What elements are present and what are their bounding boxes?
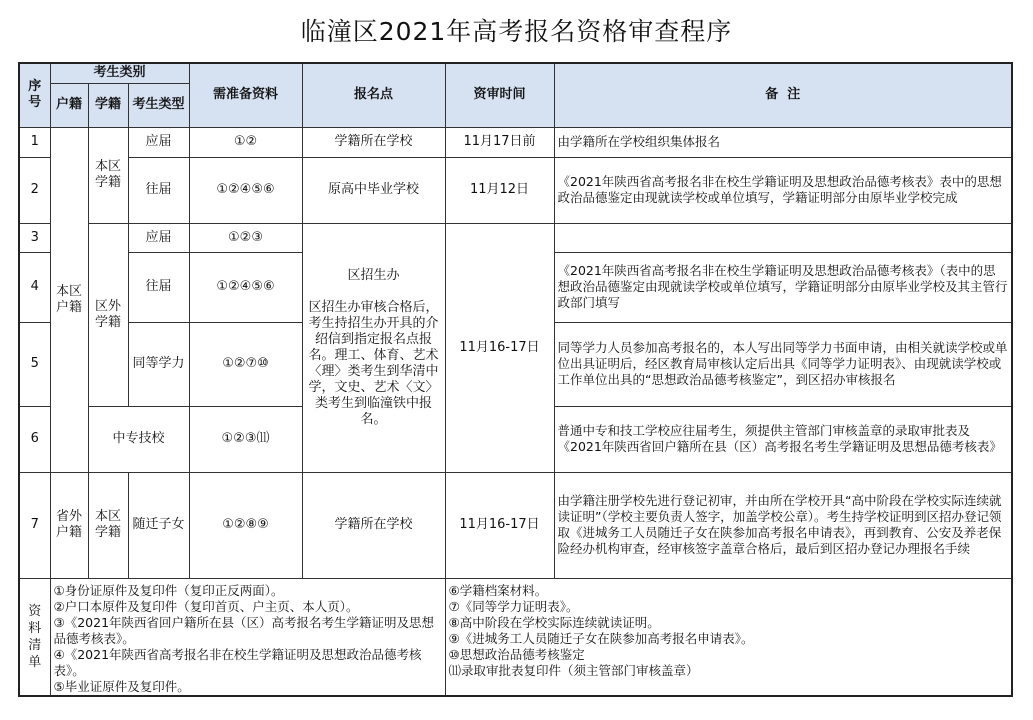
row-materials: ①②③ bbox=[189, 223, 302, 252]
row-remark: 《2021年陕西省高考报名非在校生学籍证明及思想政治品德考核表》（表中的思想政治品德鉴定由现就读学校或单位填写，学籍证明部分由原毕业学校及其主管行政部门填写 bbox=[554, 252, 1012, 322]
header-xueji: 学籍 bbox=[88, 83, 128, 127]
row-type: 应届 bbox=[128, 127, 189, 157]
row-type: 往届 bbox=[128, 252, 189, 322]
list-item: ④《2021年陕西省高考报名非在校生学籍证明及思想政治品德考核表》。 bbox=[53, 646, 422, 678]
review-table bbox=[18, 62, 1013, 697]
row-remark bbox=[554, 223, 1012, 252]
row-seq: 3 bbox=[19, 223, 50, 252]
table-row bbox=[19, 157, 1012, 223]
row-site: 学籍所在学校 bbox=[302, 472, 445, 578]
row-remark: 同等学力人员参加高考报名的，本人写出同等学力书面申请，由相关就读学校或单位出具证明后，经区教育局审核认定后出具《同等学力证明表》、由现就读学校或工作单位出具的“思想政治品德考核鉴定”，到区招办审核报名 bbox=[554, 322, 1012, 406]
row-seq: 2 bbox=[19, 157, 50, 223]
row-type: 同等学力 bbox=[128, 322, 189, 406]
header-time: 资审时间 bbox=[445, 63, 554, 127]
header-row-1 bbox=[19, 63, 1012, 83]
xueji-local: 本区学籍 bbox=[88, 127, 128, 223]
row-seq: 4 bbox=[19, 252, 50, 322]
row-hukou: 省外户籍 bbox=[50, 472, 88, 578]
row-materials: ①②④⑤⑥ bbox=[189, 157, 302, 223]
site-office-text: 区招生办审核合格后，考生持招生办开具的介绍信到指定报名点报名。理工、体育、艺术〈理〉类考生到华清中学，文史、艺术〈文〉类考生到临潼铁中报名。 bbox=[308, 299, 439, 427]
list-item: ⑨《进城务工人员随迁子女在陕参加高考报名申请表》。 bbox=[448, 630, 754, 646]
site-office-title: 区招生办 bbox=[347, 267, 400, 283]
hukou-local: 本区户籍 bbox=[50, 127, 88, 472]
row-time: 11月17日前 bbox=[445, 127, 554, 157]
row-xueji: 本区学籍 bbox=[88, 472, 128, 578]
list-item: ①身份证原件及复印件（复印正反两面）。 bbox=[53, 582, 284, 598]
materials-list-row bbox=[19, 578, 1012, 696]
list-item: ②户口本原件及复印件（复印首页、户主页、本人页）。 bbox=[53, 598, 359, 614]
header-hukou: 户籍 bbox=[50, 83, 88, 127]
row-seq: 1 bbox=[19, 127, 50, 157]
list-item: ⑾录取审批表复印件（须主管部门审核盖章） bbox=[448, 662, 699, 678]
row-seq: 5 bbox=[19, 322, 50, 406]
table-row bbox=[19, 223, 1012, 252]
materials-list-label: 资料清单 bbox=[19, 578, 50, 696]
header-remarks: 备 注 bbox=[554, 63, 1012, 127]
row-seq: 7 bbox=[19, 472, 50, 578]
row-time: 11月16-17日 bbox=[445, 472, 554, 578]
row-materials: ①②⑦⑩ bbox=[189, 322, 302, 406]
time-range: 11月16-17日 bbox=[445, 223, 554, 472]
site-district-office bbox=[302, 223, 445, 472]
row-materials: ①②④⑤⑥ bbox=[189, 252, 302, 322]
row-type: 往届 bbox=[128, 157, 189, 223]
row-seq: 6 bbox=[19, 406, 50, 472]
table-row bbox=[19, 127, 1012, 157]
row-type: 随迁子女 bbox=[128, 472, 189, 578]
materials-list-left bbox=[50, 578, 445, 696]
header-seq: 序号 bbox=[19, 63, 50, 127]
header-category: 考生类别 bbox=[50, 63, 189, 83]
materials-list-right bbox=[445, 578, 1012, 696]
list-item: ⑤毕业证原件及复印件。 bbox=[53, 678, 190, 694]
table-row bbox=[19, 472, 1012, 578]
list-item: ⑥学籍档案材料。 bbox=[448, 582, 548, 598]
page-title: 临潼区2021年高考报名资格审查程序 bbox=[300, 17, 733, 46]
header-materials: 需准备资料 bbox=[189, 63, 302, 127]
row-time: 11月12日 bbox=[445, 157, 554, 223]
row-remark: 由学籍所在学校组织集体报名 bbox=[554, 127, 1012, 157]
row-materials: ①②③⑾ bbox=[189, 406, 302, 472]
row-materials: ①② bbox=[189, 127, 302, 157]
header-site: 报名点 bbox=[302, 63, 445, 127]
row-type: 中专技校 bbox=[88, 406, 189, 472]
row-remark: 《2021年陕西省高考报名非在校生学籍证明及思想政治品德考核表》表中的思想政治品德鉴定由现就读学校或单位填写，学籍证明部分由原毕业学校完成 bbox=[554, 157, 1012, 223]
list-item: ③《2021年陕西省回户籍所在县（区）高考报名考生学籍证明及思想品德考核表》。 bbox=[53, 614, 435, 646]
list-item: ⑧高中阶段在学校实际连续就读证明。 bbox=[448, 614, 660, 630]
header-type: 考生类型 bbox=[128, 83, 189, 127]
row-remark: 由学籍注册学校先进行登记初审，并由所在学校开具“高中阶段在学校实际连续就读证明”（学校主要负责人签字，加盖学校公章）。考生持学校证明到区招办登记领取《进城务工人员随迁子女在陕参加高考报名申请表》，再到教育、公安及养老保险经办机构审查，经审核签字盖章合格后，最后到区招办登记办理报名手续 bbox=[554, 472, 1012, 578]
row-site: 学籍所在学校 bbox=[302, 127, 445, 157]
xueji-outside: 区外学籍 bbox=[88, 223, 128, 406]
list-item: ⑦《同等学力证明表》。 bbox=[448, 598, 579, 614]
row-materials: ①②⑧⑨ bbox=[189, 472, 302, 578]
row-remark: 普通中专和技工学校应往届考生，须提供主管部门审核盖章的录取审批表及《2021年陕西省回户籍所在县（区）高考报名考生学籍证明及思想品德考核表》 bbox=[554, 406, 1012, 472]
row-type: 应届 bbox=[128, 223, 189, 252]
list-item: ⑩思想政治品德考核鉴定 bbox=[448, 646, 585, 662]
row-site: 原高中毕业学校 bbox=[302, 157, 445, 223]
